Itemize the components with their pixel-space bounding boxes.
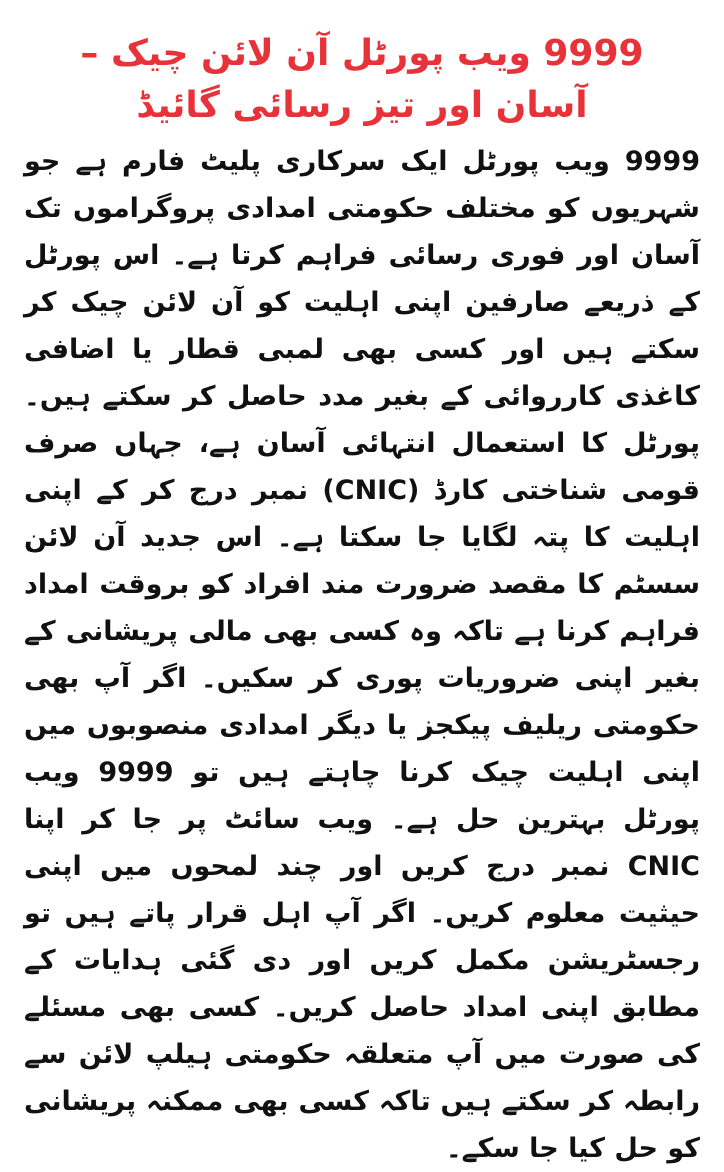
article-title: 9999 ویب پورٹل آن لائن چیک – آسان اور تیز رسائی گائیڈ xyxy=(80,33,644,126)
article-body: 9999 ویب پورٹل ایک سرکاری پلیٹ فارم ہے جو شہریوں کو مختلف حکومتی امدادی پروگراموں تک آسان اور فوری رسائی فراہم کرتا ہے۔ اس پورٹل کے ذریعے صارفین اپنی اہلیت کو آن لائن چیک کر سکتے ہیں اور کسی بھی لمبی قطار یا اضافی کاغذی کارروائی کے بغیر مدد حاصل کر سکتے ہیں۔ پورٹل کا استعمال انتہائی آسان ہے، جہاں صرف قومی شناختی کارڈ (CNIC) نمبر درج کر کے اپنی اہلیت کا پتہ لگایا جا سکتا ہے۔ اس جدید آن لائن سسٹم کا مقصد ضرورت مند افراد کو بروقت امداد فراہم کرنا ہے تاکہ وہ کسی بھی مالی پریشانی کے بغیر اپنی ضروریات پوری کر سکیں۔ اگر آپ بھی حکومتی ریلیف پیکجز یا دیگر امدادی منصوبوں میں اپنی اہلیت چیک کرنا چاہتے ہیں تو 9999 ویب پورٹل بہترین حل ہے۔ ویب سائٹ پر جا کر اپنا CNIC نمبر درج کریں اور چند لمحوں میں اپنی حیثیت معلوم کریں۔ اگر آپ اہل قرار پاتے ہیں تو رجسٹریشن مکمل کریں اور دی گئی ہدایات کے مطابق اپنی امداد حاصل کریں۔ کسی بھی مسئلے کی صورت میں آپ متعلقہ حکومتی ہیلپ لائن سے رابطہ کر سکتے ہیں تاکہ کسی بھی ممکنہ پریشانی کو حل کیا جا سکے۔ xyxy=(24,146,700,1164)
